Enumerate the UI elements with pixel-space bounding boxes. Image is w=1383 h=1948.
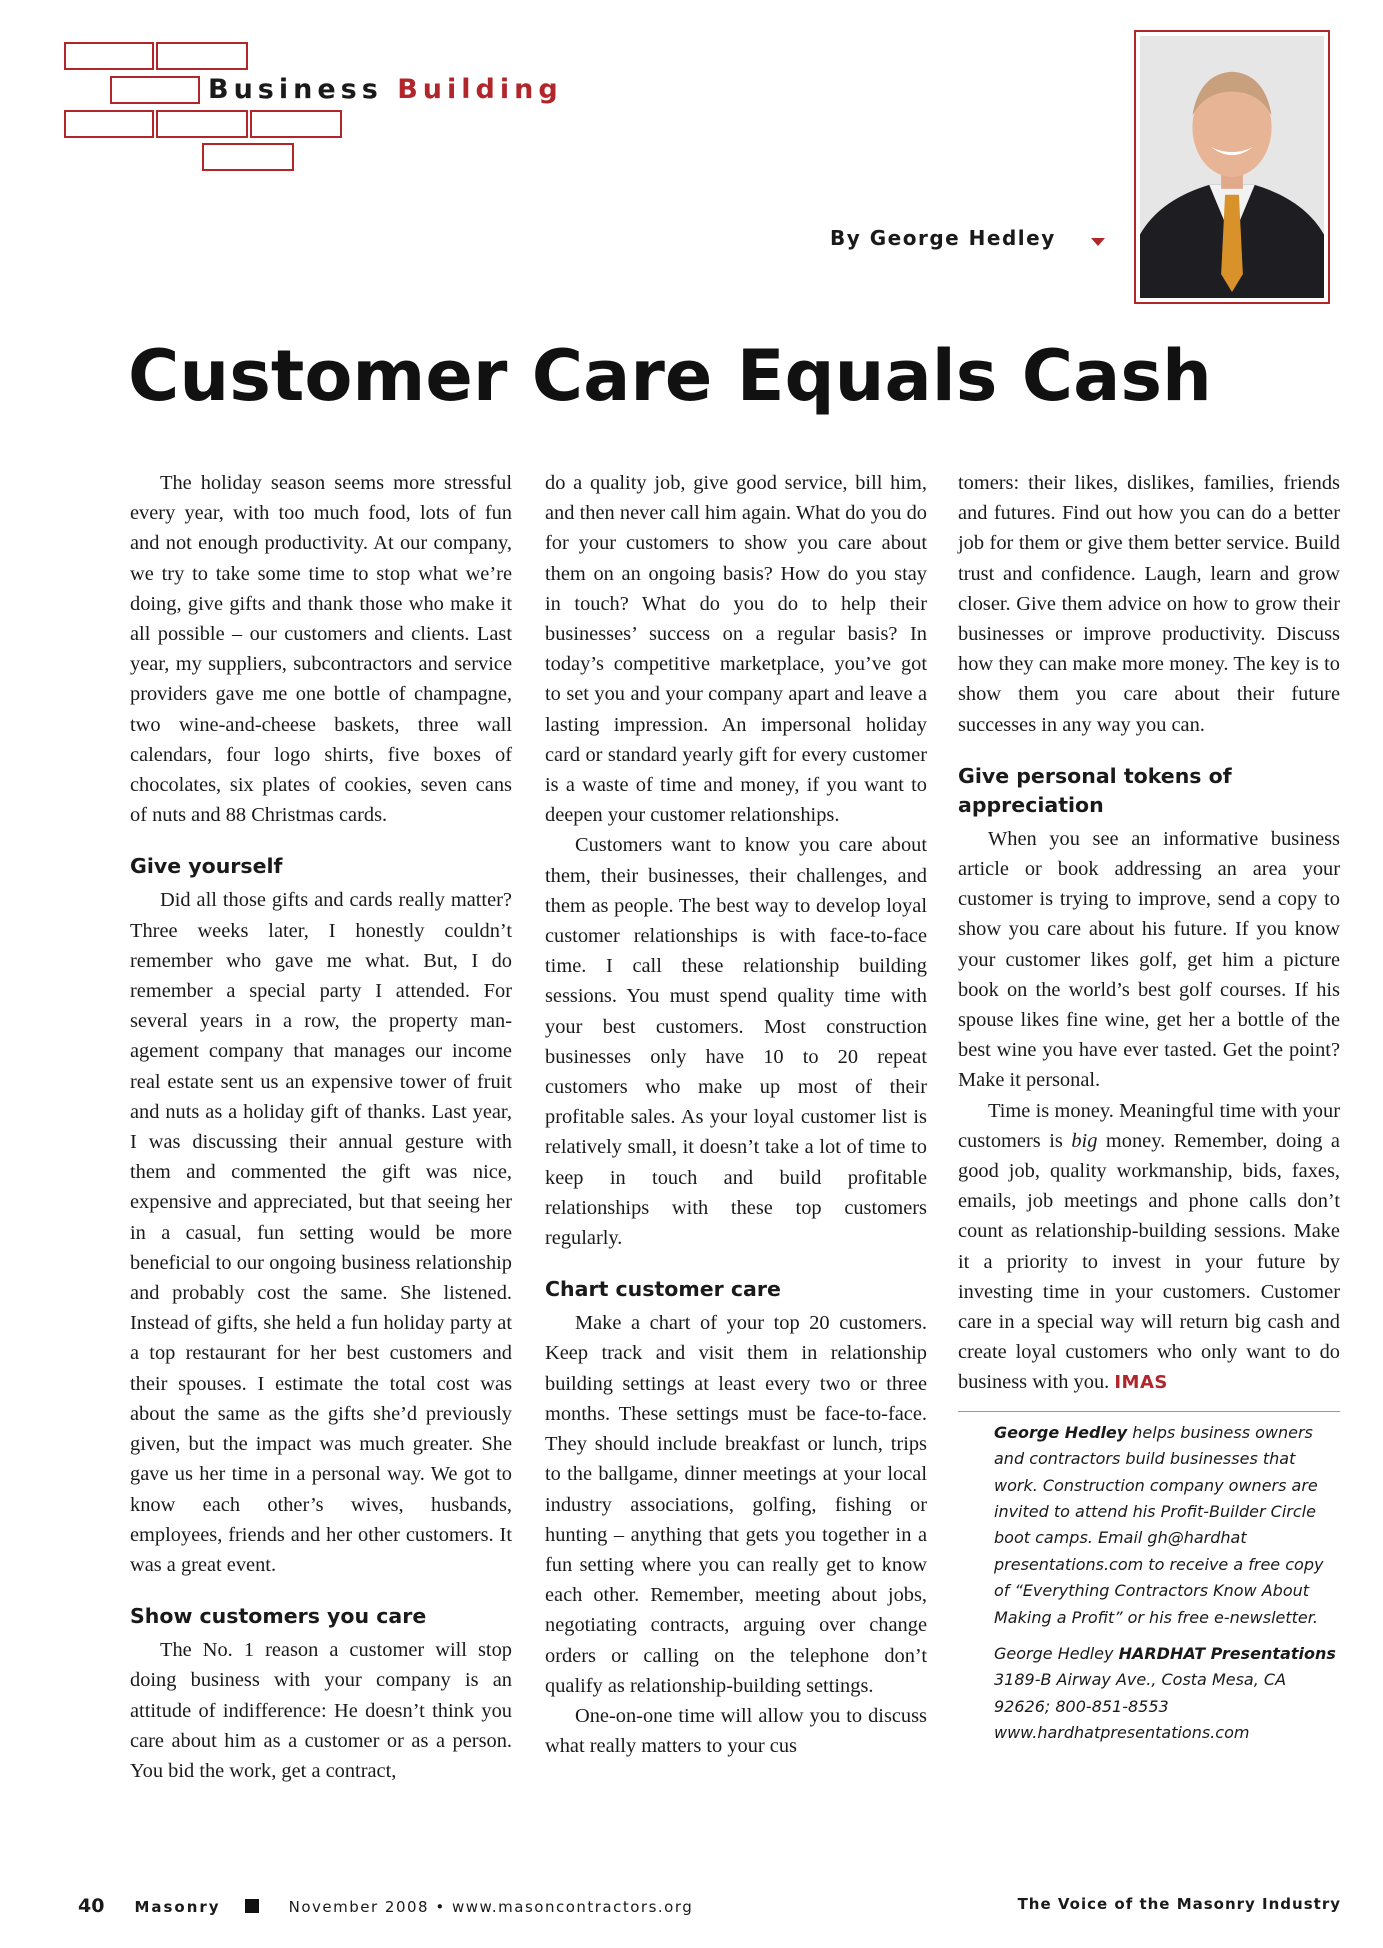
article-column-1 [130,468,512,1786]
brick [64,110,154,138]
section-word-business: Business [208,74,383,105]
article-column-2 [545,468,927,1761]
emphasis-big: big [1071,1129,1098,1152]
end-mark: IMAS [1114,1372,1168,1394]
footer-left [78,1895,693,1917]
paragraph: The No. 1 reason a customer will stop doing business with your company is an attitude of indifference: He doesn’t think you care about him as a customer or as a person. You bid the work, get a contract, [130,1639,512,1782]
subheading-show-customers: Show customers you care [130,1604,427,1629]
subheading-chart-customer-care: Chart customer care [545,1277,781,1302]
article-title: Customer Care Equals Cash [128,335,1212,417]
magazine-name: Masonry [134,1898,221,1916]
paragraph: tomers: their likes, dislikes, families, friends and futures. Find out how you can do a better job for them or give them better service. Build trust and confidence. Laugh, learn and grow closer. Give them advice on how to grow their businesses or improve productivity. Discuss how they can make more money. The key is to show them you care about their future successes in any way you can. [958,472,1340,736]
author-bio [958,1411,1340,1747]
page-number: 40 [78,1895,105,1917]
byline: By George Hedley [830,226,1056,250]
contact-website: www.hardhatpresentations.com [994,1723,1250,1743]
contact-name: George Hedley [994,1643,1119,1663]
paragraph: When you see an informative business article or book addressing an area your customer is trying to improve, send a copy to show you care about his future. If you know your customer likes golf, get him a picture book on the world’s best golf courses. If his spouse likes fine wine, get her a bottle of the best wine you have ever tasted. Get the point? Make it personal. [958,827,1340,1092]
subheading-give-yourself: Give yourself [130,854,283,879]
paragraph: Did all those gifts and cards really matter? Three weeks later, I honestly couldn’t remember who gave me what. But, I do remember a special party I attended. For several years in a row, the property management company that manages our income real estate sent us an expensive tower of fruit and nuts as a holiday gift of thanks. Last year, I was discussing their annual gesture with them and commented the gift was nice, expensive and appreciated, but that seeing her in a casual, fun setting would be more beneficial to our ongoing business relationship and probably cost the same. She listened. Instead of gifts, she held a fun holiday party at a top restaurant for her best customers and their spouses. I estimate the total cost was about the same as the gifts she’d previously given, but the impact was much greater. She gave us her time in a personal way. We got to know each other’s wives, husbands, employees, friends and her other customers. It was a great event. [130,889,512,1576]
text-run: Time is money. Meaningful time with your customers is [958,1099,1340,1152]
subheading-personal-tokens: Give personal tokens of appreciation [958,763,1232,817]
bio-name: George Hedley [994,1422,1128,1442]
brick [250,110,342,138]
paragraph: The holiday season seems more stressful every year, with too much food, lots of fun and not enough productivity. At our company, we try to take some time to stop what we’re doing, give gifts and thank those who make it all possible – our customers and clients. Last year, my suppliers, subcontractors and service providers gave me one bottle of champagne, two wine-and-cheese baskets, three wall calendars, four logo shirts, five boxes of chocolates, six plates of cookies, seven cans of nuts and 88 Christmas cards. [130,472,512,827]
bio-contact [994,1641,1340,1667]
byline-arrow-icon [1091,238,1105,246]
paragraph: Customers want to know you care about them, their businesses, their challenges, and them as people. The best way to develop loyal customer relationships is with face-to-face time. I call these relationship building sessions. You must spend quality time with your best customers. Most construction businesses only have 10 to 20 repeat customers who make up most of their profitable sales. As your loyal customer list is relatively small, it doesn’t take a lot of time to keep in touch and build profitable relationships with these top customers regularly. [545,834,927,1250]
company-name: HARDHAT Presentations [1118,1643,1336,1663]
bio-text [994,1420,1340,1631]
paragraph: Make a chart of your top 20 customers. Keep track and visit them in relationship building settings at least every two or three months. These settings must be face-to-face. They should include breakfast or lunch, trips to the ballgame, dinner meetings at your local industry associations, golfing, fishing or hunting – anything that gets you together in a fun setting where you can really get to know each other. Remember, meeting about jobs, negotiating contracts, arguing over change orders or calling on the telephone don’t qualify as relationship-building settings. [545,1312,927,1697]
paragraph: do a quality job, give good service, bill him, and then never call him again. What do you do for your customers to show you care about them on an ongoing basis? How do you stay in touch? What do you do to help their businesses’ success on a regular basis? In today’s competitive marketplace, you’ve got to set you and your company apart and leave a lasting impression. An impersonal holiday card or standard yearly gift for every customer is a waste of time and money, if you want to deepen your customer relationships. [545,472,927,827]
brick [156,110,248,138]
paragraph: One-on-one time will allow you to discuss what really matters to your cus [545,1704,927,1758]
brick [64,42,154,70]
issue-date-url: November 2008 • www.masoncontractors.org [288,1898,694,1916]
square-bullet-icon [245,1899,259,1913]
paragraph-final [958,1096,1340,1399]
author-photo [1134,30,1330,304]
brick [156,42,248,70]
text-run: money. Remember, doing a good job, quality workmanship, bids, faxes, emails, job meetings and phone calls don’t count as relationship-building sessions. Make it a priority to invest in your future by investing time in your customers. Customer care in a special way will return big cash and create loyal customers who only want to do business with you. [958,1129,1340,1394]
footer-tagline: The Voice of the Masonry Industry [1017,1895,1341,1913]
section-word-building: Building [397,74,563,105]
contact-address: 3189-B Airway Ave., Costa Mesa, CA 92626; 800-851-8553 [994,1670,1287,1716]
section-label [208,74,563,105]
brick [110,76,200,104]
brick [202,143,294,171]
article-column-3 [958,468,1340,1747]
bio-description: helps business owners and contractors build businesses that work. Construction company owners are invited to attend his Profit-Builder Circle boot camps. Email gh@hardhat presentations.com to receive a free copy of “Everything Contractors Know About Making a Profit” or his free e-newsletter. [994,1422,1324,1627]
author-portrait-icon [1140,36,1324,298]
